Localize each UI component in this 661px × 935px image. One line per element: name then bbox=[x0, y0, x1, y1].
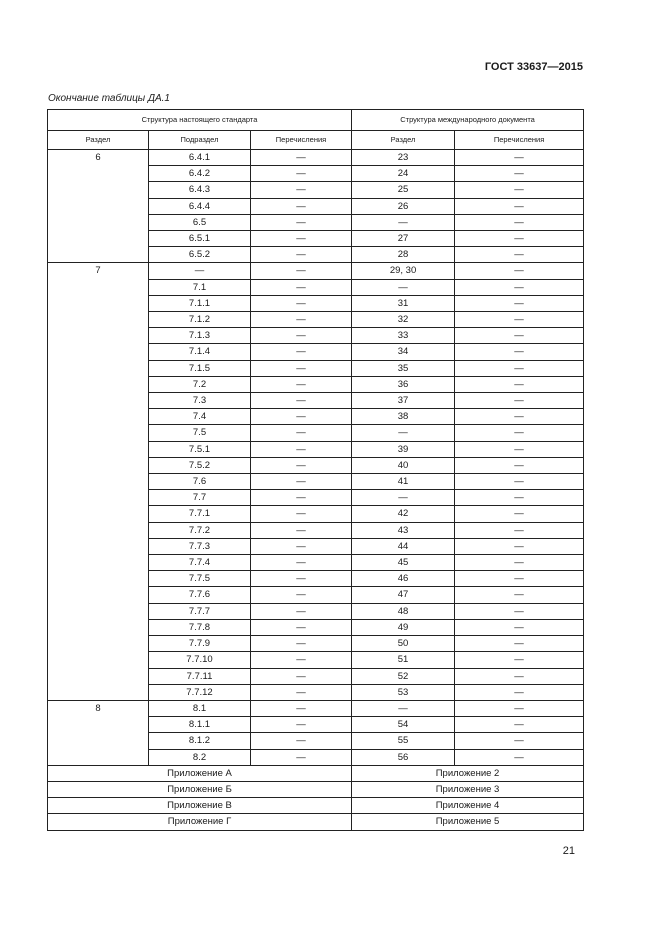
international-listing-cell: — bbox=[455, 360, 584, 376]
international-listing-cell: — bbox=[455, 749, 584, 765]
subsection-cell: 7.1.5 bbox=[149, 360, 251, 376]
international-listing-cell: — bbox=[455, 457, 584, 473]
appendix-international: Приложение 3 bbox=[352, 781, 584, 797]
international-listing-cell: — bbox=[455, 717, 584, 733]
international-section-cell: 49 bbox=[352, 619, 455, 635]
international-section-cell: 48 bbox=[352, 603, 455, 619]
international-section-cell: — bbox=[352, 490, 455, 506]
international-listing-cell: — bbox=[455, 538, 584, 554]
international-listing-cell: — bbox=[455, 619, 584, 635]
international-section-cell: 35 bbox=[352, 360, 455, 376]
column-header-national-section: Раздел bbox=[48, 131, 149, 150]
listing-cell: — bbox=[251, 344, 352, 360]
listing-cell: — bbox=[251, 393, 352, 409]
international-listing-cell: — bbox=[455, 684, 584, 700]
international-section-cell: 32 bbox=[352, 312, 455, 328]
correspondence-table bbox=[47, 109, 584, 831]
international-listing-cell: — bbox=[455, 571, 584, 587]
page-number: 21 bbox=[562, 845, 575, 857]
listing-cell: — bbox=[251, 555, 352, 571]
subsection-cell: 7.7.7 bbox=[149, 603, 251, 619]
subsection-cell: 7.7.1 bbox=[149, 506, 251, 522]
international-listing-cell: — bbox=[455, 409, 584, 425]
appendix-row bbox=[48, 765, 584, 781]
subsection-cell: 7.1.3 bbox=[149, 328, 251, 344]
column-header-national-subsection: Подраздел bbox=[149, 131, 251, 150]
subsection-cell: 6.5 bbox=[149, 214, 251, 230]
international-section-cell: 33 bbox=[352, 328, 455, 344]
international-listing-cell: — bbox=[455, 182, 584, 198]
international-section-cell: 27 bbox=[352, 231, 455, 247]
subsection-cell: 7.7.3 bbox=[149, 538, 251, 554]
listing-cell: — bbox=[251, 749, 352, 765]
subsection-cell: 7.6 bbox=[149, 474, 251, 490]
group-header-national: Структура настоящего стандарта bbox=[48, 110, 352, 131]
international-section-cell: 23 bbox=[352, 150, 455, 166]
international-listing-cell: — bbox=[455, 733, 584, 749]
international-section-cell: 51 bbox=[352, 652, 455, 668]
listing-cell: — bbox=[251, 409, 352, 425]
subsection-cell: 7.5 bbox=[149, 425, 251, 441]
listing-cell: — bbox=[251, 295, 352, 311]
international-section-cell: 26 bbox=[352, 198, 455, 214]
subsection-cell: 7.4 bbox=[149, 409, 251, 425]
subsection-cell: 6.5.1 bbox=[149, 231, 251, 247]
international-section-cell: — bbox=[352, 214, 455, 230]
appendix-row bbox=[48, 798, 584, 814]
international-section-cell: 42 bbox=[352, 506, 455, 522]
international-section-cell: 25 bbox=[352, 182, 455, 198]
subsection-cell: 7.7 bbox=[149, 490, 251, 506]
international-section-cell: 31 bbox=[352, 295, 455, 311]
international-listing-cell: — bbox=[455, 490, 584, 506]
international-section-cell: 54 bbox=[352, 717, 455, 733]
listing-cell: — bbox=[251, 571, 352, 587]
international-section-cell: 56 bbox=[352, 749, 455, 765]
international-listing-cell: — bbox=[455, 263, 584, 279]
section-number: 7 bbox=[48, 263, 149, 700]
subsection-cell: 7.7.5 bbox=[149, 571, 251, 587]
listing-cell: — bbox=[251, 522, 352, 538]
international-section-cell: 50 bbox=[352, 636, 455, 652]
international-listing-cell: — bbox=[455, 231, 584, 247]
international-section-cell: 34 bbox=[352, 344, 455, 360]
subsection-cell: — bbox=[149, 263, 251, 279]
appendix-row bbox=[48, 781, 584, 797]
international-section-cell: 45 bbox=[352, 555, 455, 571]
international-section-cell: 40 bbox=[352, 457, 455, 473]
listing-cell: — bbox=[251, 263, 352, 279]
table-row bbox=[48, 150, 584, 166]
listing-cell: — bbox=[251, 506, 352, 522]
column-header-national-listing: Перечисления bbox=[251, 131, 352, 150]
international-listing-cell: — bbox=[455, 166, 584, 182]
listing-cell: — bbox=[251, 538, 352, 554]
subsection-cell: 7.2 bbox=[149, 376, 251, 392]
subsection-cell: 7.5.1 bbox=[149, 441, 251, 457]
appendix-international: Приложение 5 bbox=[352, 814, 584, 830]
listing-cell: — bbox=[251, 247, 352, 263]
listing-cell: — bbox=[251, 700, 352, 716]
subsection-cell: 7.1 bbox=[149, 279, 251, 295]
appendix-row bbox=[48, 814, 584, 830]
listing-cell: — bbox=[251, 328, 352, 344]
subsection-cell: 8.2 bbox=[149, 749, 251, 765]
appendix-international: Приложение 4 bbox=[352, 798, 584, 814]
international-section-cell: 47 bbox=[352, 587, 455, 603]
subsection-cell: 7.1.4 bbox=[149, 344, 251, 360]
international-listing-cell: — bbox=[455, 344, 584, 360]
subsection-cell: 6.4.2 bbox=[149, 166, 251, 182]
international-listing-cell: — bbox=[455, 247, 584, 263]
subsection-cell: 6.4.3 bbox=[149, 182, 251, 198]
listing-cell: — bbox=[251, 474, 352, 490]
appendix-national: Приложение Г bbox=[48, 814, 352, 830]
international-section-cell: 53 bbox=[352, 684, 455, 700]
subsection-cell: 7.1.1 bbox=[149, 295, 251, 311]
international-section-cell: 37 bbox=[352, 393, 455, 409]
subsection-cell: 7.7.10 bbox=[149, 652, 251, 668]
international-section-cell: 36 bbox=[352, 376, 455, 392]
listing-cell: — bbox=[251, 684, 352, 700]
international-section-cell: 55 bbox=[352, 733, 455, 749]
appendix-national: Приложение В bbox=[48, 798, 352, 814]
listing-cell: — bbox=[251, 166, 352, 182]
listing-cell: — bbox=[251, 457, 352, 473]
table-caption: Окончание таблицы ДА.1 bbox=[48, 93, 170, 104]
subsection-cell: 8.1 bbox=[149, 700, 251, 716]
international-listing-cell: — bbox=[455, 425, 584, 441]
international-listing-cell: — bbox=[455, 474, 584, 490]
international-listing-cell: — bbox=[455, 700, 584, 716]
listing-cell: — bbox=[251, 214, 352, 230]
international-listing-cell: — bbox=[455, 506, 584, 522]
international-section-cell: 43 bbox=[352, 522, 455, 538]
international-section-cell: 28 bbox=[352, 247, 455, 263]
subsection-cell: 7.5.2 bbox=[149, 457, 251, 473]
appendix-international: Приложение 2 bbox=[352, 765, 584, 781]
subsection-cell: 7.7.4 bbox=[149, 555, 251, 571]
international-listing-cell: — bbox=[455, 393, 584, 409]
subsection-cell: 7.7.2 bbox=[149, 522, 251, 538]
international-listing-cell: — bbox=[455, 295, 584, 311]
subsection-cell: 7.7.8 bbox=[149, 619, 251, 635]
international-section-cell: — bbox=[352, 425, 455, 441]
column-header-international-listing: Перечисления bbox=[455, 131, 584, 150]
international-listing-cell: — bbox=[455, 652, 584, 668]
international-listing-cell: — bbox=[455, 603, 584, 619]
international-section-cell: 44 bbox=[352, 538, 455, 554]
document-code: ГОСТ 33637—2015 bbox=[484, 61, 583, 73]
listing-cell: — bbox=[251, 668, 352, 684]
international-section-cell: 52 bbox=[352, 668, 455, 684]
listing-cell: — bbox=[251, 312, 352, 328]
subsection-cell: 7.1.2 bbox=[149, 312, 251, 328]
listing-cell: — bbox=[251, 587, 352, 603]
table-row bbox=[48, 700, 584, 716]
listing-cell: — bbox=[251, 733, 352, 749]
column-header-international-section: Раздел bbox=[352, 131, 455, 150]
international-listing-cell: — bbox=[455, 328, 584, 344]
international-listing-cell: — bbox=[455, 376, 584, 392]
international-section-cell: 46 bbox=[352, 571, 455, 587]
subsection-cell: 6.4.1 bbox=[149, 150, 251, 166]
international-listing-cell: — bbox=[455, 198, 584, 214]
subsection-cell: 7.7.11 bbox=[149, 668, 251, 684]
group-header-international: Структура международного документа bbox=[352, 110, 584, 131]
subsection-cell: 6.4.4 bbox=[149, 198, 251, 214]
international-listing-cell: — bbox=[455, 668, 584, 684]
international-section-cell: — bbox=[352, 700, 455, 716]
section-number: 6 bbox=[48, 150, 149, 263]
international-section-cell: — bbox=[352, 279, 455, 295]
listing-cell: — bbox=[251, 490, 352, 506]
international-listing-cell: — bbox=[455, 279, 584, 295]
subsection-cell: 7.3 bbox=[149, 393, 251, 409]
listing-cell: — bbox=[251, 652, 352, 668]
appendix-national: Приложение А bbox=[48, 765, 352, 781]
international-listing-cell: — bbox=[455, 441, 584, 457]
international-listing-cell: — bbox=[455, 214, 584, 230]
international-section-cell: 41 bbox=[352, 474, 455, 490]
subsection-cell: 6.5.2 bbox=[149, 247, 251, 263]
listing-cell: — bbox=[251, 717, 352, 733]
table-row bbox=[48, 263, 584, 279]
section-number: 8 bbox=[48, 700, 149, 765]
international-listing-cell: — bbox=[455, 312, 584, 328]
listing-cell: — bbox=[251, 198, 352, 214]
international-section-cell: 38 bbox=[352, 409, 455, 425]
appendix-national: Приложение Б bbox=[48, 781, 352, 797]
international-section-cell: 29, 30 bbox=[352, 263, 455, 279]
international-listing-cell: — bbox=[455, 150, 584, 166]
listing-cell: — bbox=[251, 376, 352, 392]
subsection-cell: 7.7.6 bbox=[149, 587, 251, 603]
international-listing-cell: — bbox=[455, 587, 584, 603]
table-body bbox=[48, 150, 584, 831]
international-section-cell: 24 bbox=[352, 166, 455, 182]
subsection-cell: 8.1.1 bbox=[149, 717, 251, 733]
subsection-cell: 7.7.12 bbox=[149, 684, 251, 700]
international-section-cell: 39 bbox=[352, 441, 455, 457]
listing-cell: — bbox=[251, 279, 352, 295]
listing-cell: — bbox=[251, 603, 352, 619]
listing-cell: — bbox=[251, 150, 352, 166]
subsection-cell: 8.1.2 bbox=[149, 733, 251, 749]
subsection-cell: 7.7.9 bbox=[149, 636, 251, 652]
listing-cell: — bbox=[251, 360, 352, 376]
international-listing-cell: — bbox=[455, 522, 584, 538]
listing-cell: — bbox=[251, 636, 352, 652]
listing-cell: — bbox=[251, 425, 352, 441]
listing-cell: — bbox=[251, 441, 352, 457]
international-listing-cell: — bbox=[455, 636, 584, 652]
listing-cell: — bbox=[251, 182, 352, 198]
listing-cell: — bbox=[251, 231, 352, 247]
listing-cell: — bbox=[251, 619, 352, 635]
international-listing-cell: — bbox=[455, 555, 584, 571]
